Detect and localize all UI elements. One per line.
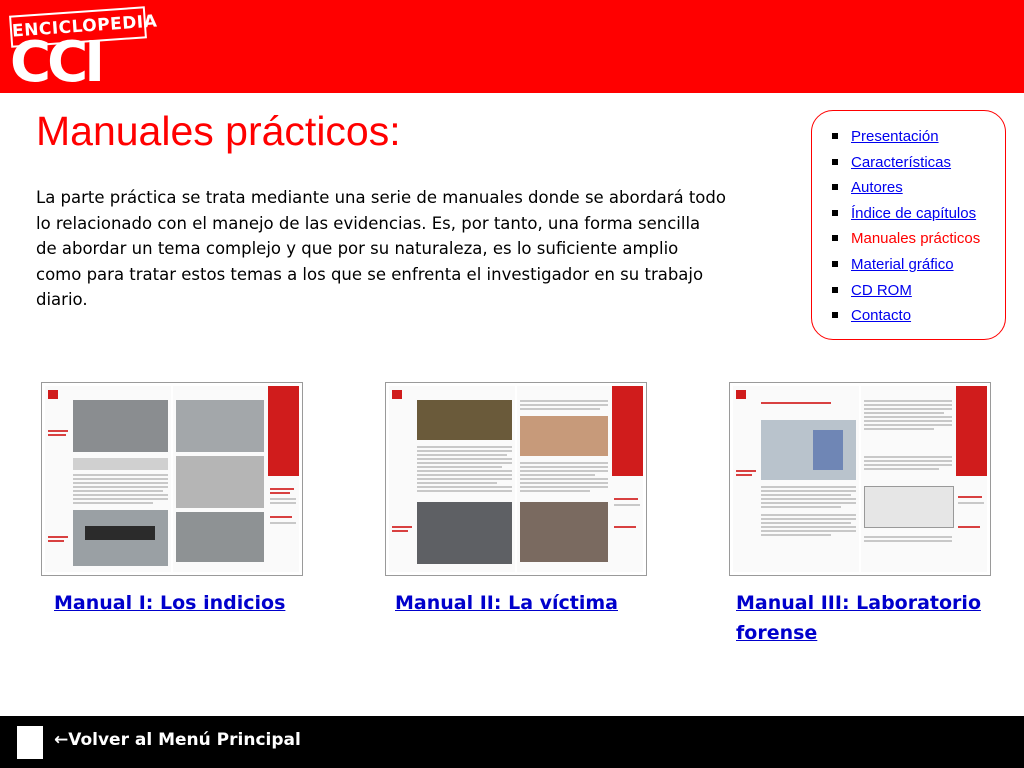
page-title: Manuales prácticos: [36,108,401,154]
manual-3-right-page [861,386,987,572]
manual-1-link[interactable]: Manual I: Los indicios [54,592,286,614]
manual-2-right-page [517,386,643,572]
manual-3-left-page [733,386,859,572]
manual-3-thumbnail[interactable] [729,382,991,576]
nav-item-manuales-current [830,230,980,256]
manual-2-left-page [389,386,515,572]
nav-item-presentacion [830,128,980,154]
square-bullet-icon [832,312,838,318]
nav-link-indice-capitulos[interactable]: Índice de capítulos [851,204,977,222]
nav-current-manuales-practicos: Manuales prácticos [851,230,981,248]
square-bullet-icon [832,210,838,216]
section-nav-list [830,128,980,333]
logo-top-text: ENCICLOPEDIA [9,6,147,47]
square-bullet-icon [832,287,838,293]
nav-item-autores [830,179,980,205]
nav-link-material-grafico[interactable]: Material gráfico [851,255,954,273]
manual-1-left-page [45,386,171,572]
manual-3-link[interactable]: Manual III: Laboratorio forense [736,592,981,644]
header-bar [0,0,1024,93]
manual-2-thumbnail[interactable] [385,382,647,576]
logo-bottom-text: CCI [10,30,102,95]
square-bullet-icon [832,184,838,190]
square-bullet-icon [832,235,838,241]
footer-bar [0,716,1024,768]
square-bullet-icon [832,159,838,165]
nav-link-contacto[interactable]: Contacto [851,307,912,325]
nav-item-cdrom [830,282,980,308]
nav-link-caracteristicas[interactable]: Características [851,153,952,171]
nav-item-contacto [830,307,980,333]
manual-1-thumbnail[interactable] [41,382,303,576]
nav-link-cd-rom[interactable]: CD ROM [851,281,912,299]
section-nav-box [811,110,1006,340]
intro-paragraph: La parte práctica se trata mediante una serie de manuales donde se abordará todo lo relacionado con el manejo de las evidencias. Es, por tanto, una forma sencilla de abordar un tema complejo y que por su naturaleza, es lo suficiente amplio como para tratar estos temas a los que se enfrenta el investigador en su trabajo diario. [36,188,726,309]
back-to-main-menu-link[interactable]: ←Volver al Menú Principal [54,730,301,750]
nav-link-presentacion[interactable]: Presentación [851,128,939,145]
manual-2-link[interactable]: Manual II: La víctima [395,592,618,614]
nav-item-indice [830,205,980,231]
square-bullet-icon [832,261,838,267]
enciclopedia-cci-logo[interactable] [6,7,158,95]
nav-item-caracteristicas [830,154,980,180]
back-square-icon [17,726,43,759]
nav-link-autores[interactable]: Autores [851,179,903,197]
square-bullet-icon [832,133,838,139]
nav-item-material [830,256,980,282]
manual-1-right-page [173,386,299,572]
